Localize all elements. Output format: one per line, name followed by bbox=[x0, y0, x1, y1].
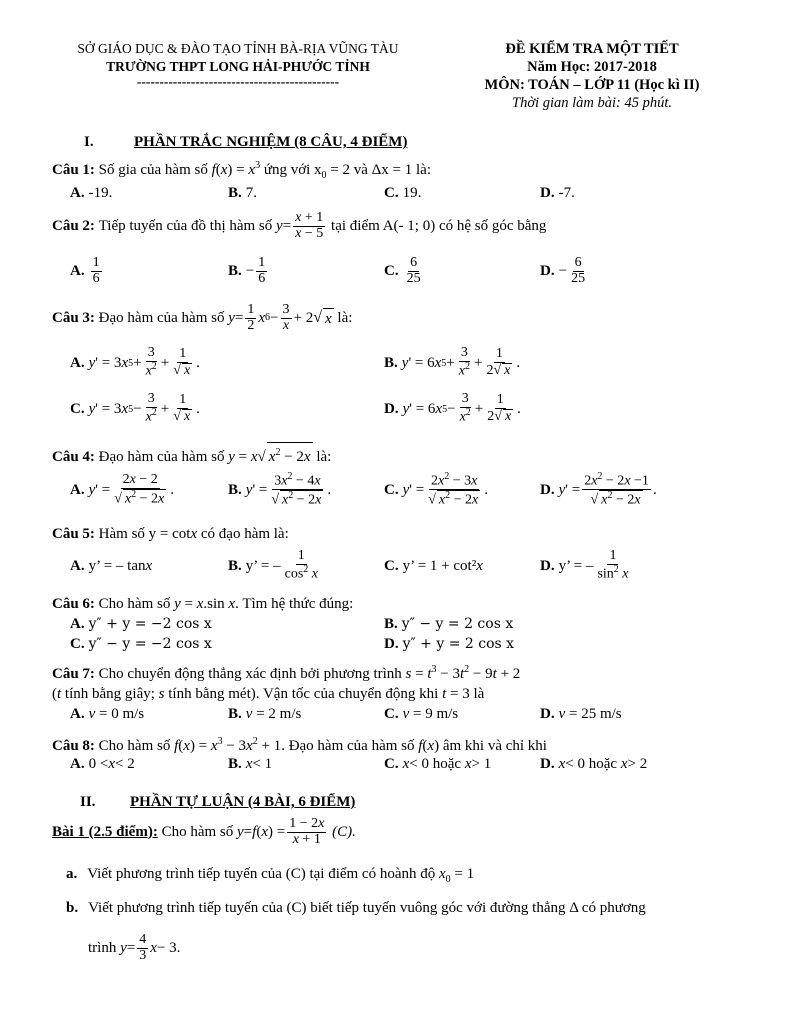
question-7-line-2: (t tính bằng giây; s tính bằng mét). Vận tốc của chuyển động khi t = 3 là bbox=[52, 686, 485, 702]
question-3: Câu 3: Đạo hàm của hàm số y = $\frac{1}{2}$ x 6 − $\frac{3}{x}$ + 2 √ x là: bbox=[52, 301, 353, 333]
question-5: Câu 5: Hàm số y = cotx có đạo hàm là: bbox=[52, 526, 289, 542]
time-limit: Thời gian làm bài: 45 phút. bbox=[512, 95, 672, 111]
problem-1-part-b-equation: trình y = $\frac{4}{3}$ x − 3. bbox=[88, 931, 181, 963]
subject-line: MÔN: TOÁN – LỚP 11 (Học kì II) bbox=[484, 77, 700, 93]
question-1: Câu 1: Số gia của hàm số $f(x) = x^3$ ứng với $x_0 = 2$ và Δx = 1 là: bbox=[52, 160, 432, 181]
school-name: TRƯỜNG THPT LONG HẢI-PHƯỚC TỈNH bbox=[106, 59, 370, 74]
problem-1: Bài 1 (2.5 điểm): Cho hàm số y = f ( x ) = $\frac{1 - 2x}{x + 1}$ (C). bbox=[52, 815, 356, 847]
exam-page: SỞ GIÁO DỤC & ĐÀO TẠO TỈNH BÀ-RỊA VŨNG TÀU TRƯỜNG THPT LONG HẢI-PHƯỚC TỈNH --------------------------------------------- ĐỀ KIỂM TRA MỘT TIẾT Năm Học: 2017-2018 MÔN: TOÁN – LỚP 11 (Học kì II) Thời gian làm bài: 45 phút. I. PHẦN TRẮC NGHIỆM (8 CÂU, 4 ĐIỂM) Câu 1: Số gia của hàm số $f(x) = x^3$ ứng với $x_0 = 2$ và Δx = 1 là: A. -19. B. 7. C. 19. D. -7. Câu 2: Tiếp tuyến của đồ thị hàm số y = $\frac{x + 1}{x - 5}$ tại điểm A(- 1; 0) có hệ số góc bằng A. $\frac{1}{6}$ B. − $\frac{1}{6}$ C. $\frac{6}{25}$ D. − $\frac{6}{25}$ Câu 3: Đạo hàm của hàm số y = $\frac{1}{2}$ x 6 − $\frac{3}{x}$ + 2 √ x là: A. y ' = 3 x 5 + $\frac{3}{x^2}$ + $\frac{1}{√ x}$ . B. y ' = 6 x 5 + $\frac{3}{x^2}$ + $\frac{1}{2√ x}$ . C. y ' = 3 x 5 − $\frac{3}{x^2}$ + $\frac{1}{√ x}$ . D. y ' = 6 x 5 − $\frac{3}{x^2}$ + $\frac{1}{2√ x}$ . Câu 4: Đạo hàm của hàm số y = x√ $x^2 - 2x$ là: A. y ' = $\frac{2x - 2}{√ x^2 - 2x}$ . B. y ' = $\frac{3x^2 - 4x}{√ x^2 - 2x}$ . C. y ' = $\frac{2x^2 - 3x}{√ x^2 - 2x}$ . D. y ' = $\frac{2x^2 - 2x -1}{√ x^2 - 2x}$ . Câu 5: Hàm số y = cotx có đạo hàm là: A. y’ = – tan x B. y’ = – $\frac{1}{\cos^2 x}$ C. y’ = 1 + cot² x D. y’ = – $\frac{1}{\sin^2 x}$ Câu 6: Cho hàm số y = x.sin x. Tìm hệ thức đúng: A. y″ + y = −2 cos x B. y″ − y = 2 cos x C. y″ − y = −2 cos x D. y″ + y = 2 cos x Câu 7: Cho chuyển động thẳng xác định bởi phương trình $s = t^3 - 3t^2 - 9t + 2$ (t tính bằng giây; s tính bằng mét). Vận tốc của chuyển động khi t = 3 là A. v = 0 m/s B. v = 2 m/s C. v = 9 m/s D. v = 25 m/s Câu 8: Cho hàm số $f(x) = x^3 - 3x^2 + 1$. Đạo hàm của hàm số f(x) âm khi và chỉ khi A. 0 < x < 2 B. x < 1 C. x < 0 hoặc x > 1 D. x < 0 hoặc x > 2 II. PHẦN TỰ LUẬN (4 BÀI, 6 ĐIỂM) Bài 1 (2.5 điểm): Cho hàm số y = f ( x ) = $\frac{1 - 2x}{x + 1}$ (C). a. Viết phương trình tiếp tuyến của (C) tại điểm có hoành độ $x_0 = 1$ b. Viết phương trình tiếp tuyến của (C) biết tiếp tuyến vuông góc với đường thẳng Δ có phương trình y = $\frac{4}{3}$ x − 3. bbox=[0, 0, 792, 1024]
school-year: Năm Học: 2017-2018 bbox=[527, 59, 657, 75]
question-7: Câu 7: Cho chuyển động thẳng xác định bởi phương trình $s = t^3 - 3t^2 - 9t + 2$ bbox=[52, 664, 521, 682]
question-8: Câu 8: Cho hàm số $f(x) = x^3 - 3x^2 + 1$. Đạo hàm của hàm số f(x) âm khi và chỉ khi bbox=[52, 736, 547, 754]
exam-title: ĐỀ KIỂM TRA MỘT TIẾT bbox=[505, 41, 679, 57]
header-divider: --------------------------------------------- bbox=[136, 74, 340, 89]
department-name: SỞ GIÁO DỤC & ĐÀO TẠO TỈNH BÀ-RỊA VŨNG TÀU bbox=[77, 41, 399, 56]
section-heading-2: II. PHẦN TỰ LUẬN (4 BÀI, 6 ĐIỂM) bbox=[80, 794, 356, 810]
problem-1-part-a: a. Viết phương trình tiếp tuyến của (C) tại điểm có hoành độ $x_0 = 1$ bbox=[66, 866, 475, 885]
question-2: Câu 2: Tiếp tuyến của đồ thị hàm số y = $\frac{x + 1}{x - 5}$ tại điểm A(- 1; 0) có hệ số góc bằng bbox=[52, 209, 547, 241]
question-4: Câu 4: Đạo hàm của hàm số y = x√ $x^2 - 2x$ là: bbox=[52, 442, 331, 467]
question-6: Câu 6: Cho hàm số y = x.sin x. Tìm hệ thức đúng: bbox=[52, 596, 354, 612]
section-heading-1: I. PHẦN TRẮC NGHIỆM (8 CÂU, 4 ĐIỂM) bbox=[84, 134, 408, 150]
header-right bbox=[432, 40, 752, 112]
problem-1-part-b: b. Viết phương trình tiếp tuyến của (C) biết tiếp tuyến vuông góc với đường thẳng Δ có phương bbox=[66, 900, 646, 916]
header-left bbox=[48, 40, 428, 88]
